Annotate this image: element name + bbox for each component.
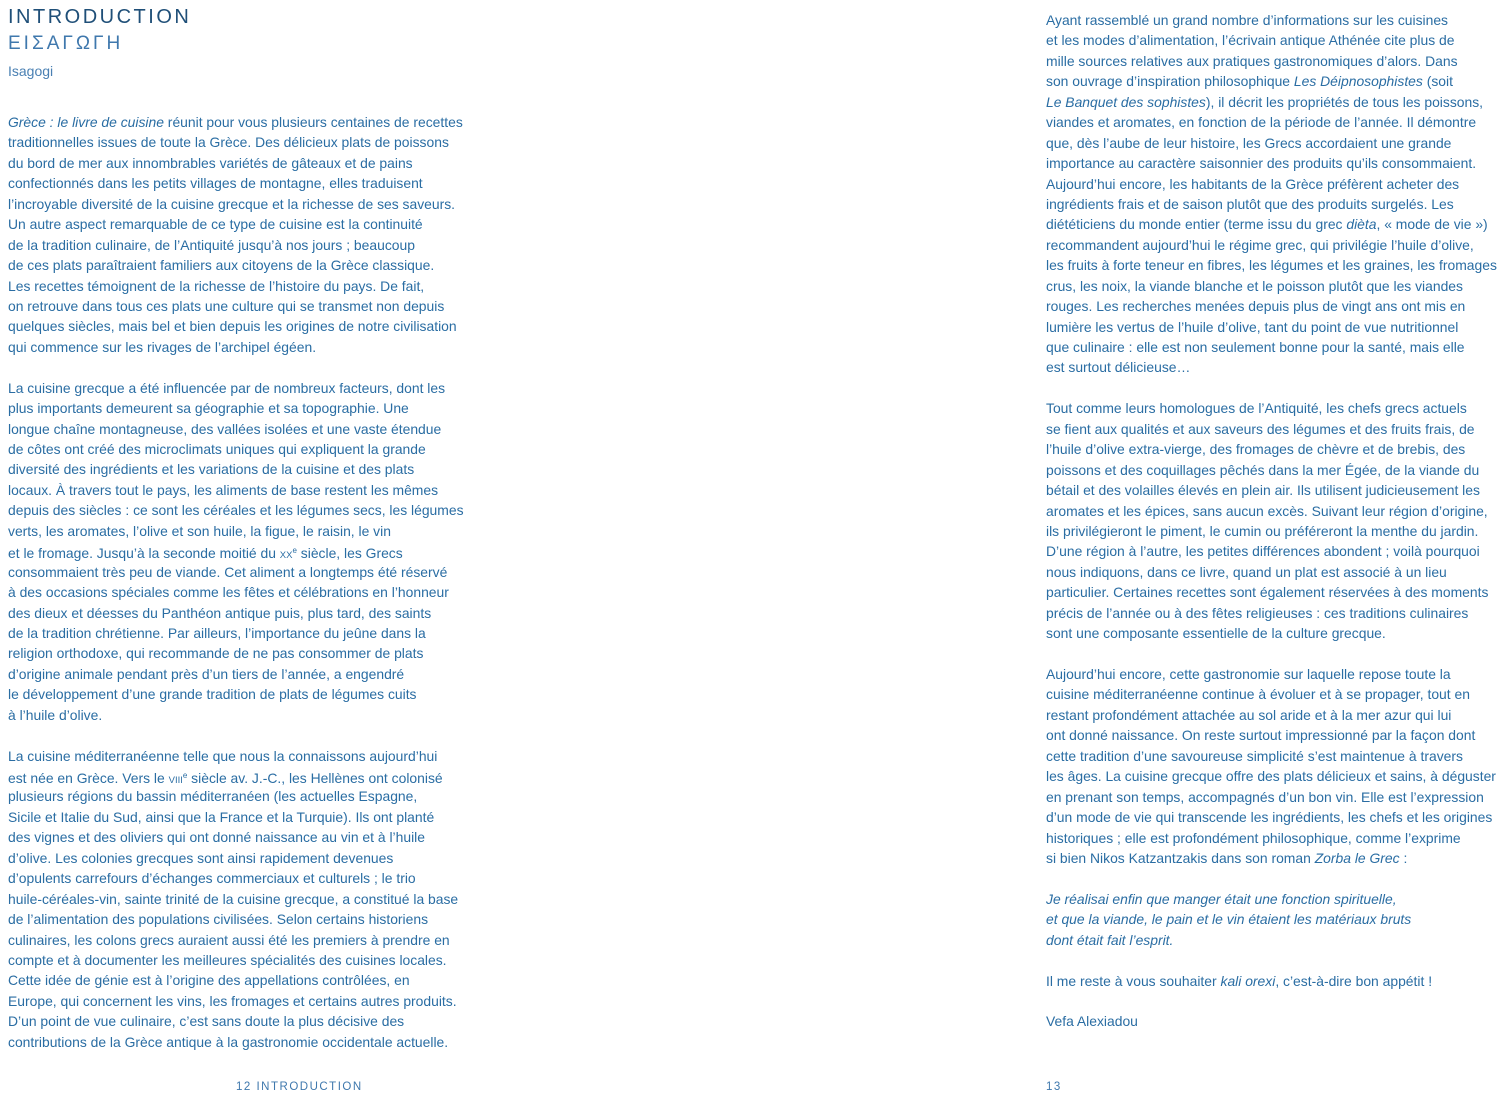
italic-text: Je réalisai enfin que manger était une fonction spirituelle, (1046, 890, 1397, 907)
text-line: Cette idée de génie est à l’origine des appellations contrôlées, en (8, 972, 410, 989)
century-numeral: XX (279, 550, 293, 562)
text-line: traditionnelles issues de toute la Grèce. Des délicieux plats de poissons (8, 134, 449, 151)
text-line: est surtout délicieuse… (1046, 359, 1191, 376)
transliteration: Isagogi (8, 63, 54, 79)
text-line: se fient aux qualités et aux saveurs des légumes et des fruits frais, de (1046, 420, 1475, 437)
text-line: Europe, qui concernent les vins, les fromages et certains autres produits. (8, 992, 457, 1009)
text-line: viandes et aromates, en fonction de la période de l’année. Il démontre (1046, 114, 1477, 131)
text-line: Les recettes témoignent de la richesse de l’histoire du pays. De fait, (8, 277, 425, 294)
text-line: ingrédients frais et de saison plutôt que des produits surgelés. Les (1046, 195, 1454, 212)
text-line: crus, les noix, la viande blanche et le poisson plutôt que les viandes (1046, 277, 1463, 294)
text-line: poissons et des coquillages pêchés dans la mer Égée, de la viande du (1046, 461, 1480, 478)
text-line: Le Banquet des sophistes), il décrit les propriétés de tous les poissons, (1046, 93, 1484, 110)
text-line: Vefa Alexiadou (1046, 1013, 1138, 1030)
italic-text: Zorba le Grec (1314, 849, 1400, 866)
text-line: depuis des siècles : ce sont les céréales et les légumes secs, les légumes (8, 502, 464, 519)
text-line (1046, 930, 1491, 950)
italic-text: dont était fait l’esprit. (1046, 931, 1174, 948)
text-line: recommandent aujourd’hui le régime grec, qui privilégie l’huile d’olive, (1046, 236, 1474, 253)
text-line: Aujourd’hui encore, cette gastronomie sur laquelle repose toute la (1046, 666, 1451, 682)
text-line: et les modes d’alimentation, l’écrivain antique Athénée cite plus de (1046, 32, 1455, 49)
paragraph (8, 746, 459, 1053)
text-line: religion orthodoxe, qui recommande de ne pas consommer de plats (8, 645, 424, 662)
text-line: importance au caractère saisonnier des produits qu’ils consommaient. (1046, 155, 1477, 172)
text-line (1046, 889, 1491, 909)
text-line: d’un mode de vie qui transcende les ingrédients, les chefs et les origines (1046, 809, 1493, 826)
paragraph (1046, 664, 1496, 868)
text-line: en prenant son temps, accompagnés d’un bon vin. Elle est l’expression (1046, 788, 1484, 805)
text-line: mille sources relatives aux pratiques gastronomiques d’alors. Dans (1046, 52, 1458, 69)
text-line: confectionnés dans les petits villages de montagne, elles traduisent (8, 175, 423, 192)
text-line: le développement d’une grande tradition de plats de légumes cuits (8, 686, 417, 703)
italic-text: Le Banquet des sophistes (1046, 93, 1206, 110)
text-line: lumière les vertus de l’huile d’olive, tant du point de vue nutritionnel (1046, 318, 1459, 335)
italic-text: Les Déipnosophistes (1293, 73, 1423, 90)
italic-text: dièta (1346, 216, 1377, 233)
paragraph (8, 378, 464, 725)
text-line: particulier. Certaines recettes sont également réservées à des moments (1046, 584, 1489, 601)
text-line: Aujourd’hui encore, les habitants de la Grèce préfèrent acheter des (1046, 175, 1460, 192)
text-line: verts, les aromates, l’olive et son huile, la figue, le raisin, le vin (8, 522, 391, 539)
text-line: cette tradition d’une savoureuse simplicité s’est maintenue à travers (1046, 747, 1463, 764)
page-number-right: 13 (1046, 1081, 1062, 1093)
text-line: que, dès l’aube de leur histoire, les Grecs accordaient une grande (1046, 134, 1452, 151)
century-numeral: VIII (168, 775, 183, 786)
text-line: rouges. Les recherches menées depuis plus de vingt ans ont mis en (1046, 298, 1466, 315)
text-line: compte et à documenter les meilleures spécialités des cuisines locales. (8, 951, 447, 968)
text-line: huile-céréales-vin, sainte trinité de la cuisine grecque, a constitué la base (8, 890, 459, 907)
greek-title: ΕΙΣΑΓΩΓΗ (8, 33, 124, 54)
text-line: plus importants demeurent sa géographie et sa topographie. Une (8, 400, 409, 417)
text-line: de côtes ont créé des microclimats uniques qui expliquent la grande (8, 441, 426, 457)
text-line: si bien Nikos Katzantzakis dans son roman Zorba le Grec : (1046, 849, 1408, 866)
text-line: Tout comme leurs homologues de l’Antiquité, les chefs grecs actuels (1046, 400, 1467, 417)
text-line: bétail et des volailles élevés en plein air. Ils utilisent judicieusement les (1046, 482, 1480, 499)
text-line: consommaient très peu de viande. Cet aliment a longtemps été réservé (8, 563, 448, 580)
paragraph-gap (8, 725, 453, 745)
chapter-title: INTRODUCTION (8, 6, 192, 28)
text-line: Grèce : le livre de cuisine réunit pour vous plusieurs centaines de recettes (8, 114, 463, 130)
paragraph (1046, 971, 1491, 991)
text-line: que culinaire : elle est non seulement bonne pour la santé, mais elle (1046, 339, 1465, 355)
text-line: Sicile et Italie du Sud, ainsi que la France et la Turquie). Ils ont planté (8, 808, 435, 825)
text-line: Il me reste à vous souhaiter kali orexi, c’est-à-dire bon appétit ! (1046, 972, 1433, 989)
text-line: son ouvrage d’inspiration philosophique Les Déipnosophistes (soit (1046, 73, 1453, 90)
text-line: on retrouve dans tous ces plats une culture qui se transmet non depuis (8, 297, 445, 314)
paragraph-gap (1046, 868, 1491, 888)
text-line: cuisine méditerranéenne continue à évoluer et à se propager, tout en (1046, 686, 1470, 703)
text-line: de l’alimentation des populations civilisées. Selon certains historiens (8, 911, 429, 928)
text-line: contributions de la Grèce antique à la gastronomie occidentale actuelle. (8, 1033, 449, 1050)
paragraph (1046, 398, 1491, 643)
text-line: Un autre aspect remarquable de ce type de cuisine est la continuité (8, 216, 423, 233)
paragraph (1046, 10, 1497, 378)
text-line: d’opulents carrefours d’échanges commerciaux et culturels ; le trio (8, 870, 416, 887)
paragraph-gap (8, 357, 453, 377)
paragraph (8, 112, 463, 357)
text-line: l’huile d’olive extra-vierge, des fromages de chèvre et de brebis, des (1046, 441, 1466, 458)
text-line: des dieux et déesses du Panthéon antique puis, plus tard, des saints (8, 604, 432, 621)
text-line: les âges. La cuisine grecque offre des plats délicieux et sains, à déguster (1046, 768, 1496, 785)
right-text-column (1046, 10, 1497, 1032)
text-line: culinaires, les colons grecs auraient aussi été les premiers à prendre en (8, 931, 450, 948)
text-line: du bord de mer aux innombrables variétés de gâteaux et de pains (8, 154, 413, 171)
italic-text: Grèce : le livre de cuisine (8, 114, 164, 130)
text-line: La cuisine méditerranéenne telle que nous la connaissons aujourd’hui (8, 747, 438, 764)
text-line: La cuisine grecque a été influencée par de nombreux facteurs, dont les (8, 379, 446, 396)
text-line: Ayant rassemblé un grand nombre d’informations sur les cuisines (1046, 12, 1449, 28)
paragraph-gap (1046, 950, 1491, 970)
page-number-left: 12 INTRODUCTION (236, 1081, 363, 1093)
text-line: sont une composante essentielle de la culture grecque. (1046, 625, 1386, 642)
paragraph-gap (1046, 378, 1491, 398)
text-line: d’olive. Les colonies grecques sont ainsi rapidement devenues (8, 849, 394, 866)
text-line: nous indiquons, dans ce livre, quand un plat est associé à un lieu (1046, 563, 1447, 580)
text-line: de la tradition culinaire, de l’Antiquité jusqu’à nos jours ; beaucoup (8, 236, 415, 253)
text-line: précis de l’année ou à des fêtes religieuses : ces traditions culinaires (1046, 604, 1469, 621)
paragraph-gap (1046, 644, 1491, 664)
italic-text: kali orexi (1220, 972, 1276, 989)
text-line: aromates et les épices, sans aucun excès. Suivant leur région d’origine, (1046, 502, 1488, 519)
text-line (1046, 909, 1491, 929)
text-line: historiques ; elle est profondément philosophique, comme l’exprime (1046, 829, 1461, 846)
text-line: l’incroyable diversité de la cuisine grecque et la richesse de ses saveurs. (8, 195, 456, 212)
ordinal-superscript: e (182, 771, 188, 780)
paragraph (1046, 889, 1491, 950)
text-line: les fruits à forte teneur en fibres, les légumes et les graines, les fromages (1046, 257, 1497, 274)
text-line: D’une région à l’autre, les petites différences abondent ; voilà pourquoi (1046, 543, 1480, 560)
text-line: D’un point de vue culinaire, c’est sans doute la plus décisive des (8, 1013, 405, 1030)
text-line: diversité des ingrédients et les variations de la cuisine et des plats (8, 461, 415, 478)
text-line: ils privilégieront le piment, le cumin ou préféreront la menthe du jardin. (1046, 522, 1479, 539)
text-line: ont donné naissance. On reste surtout impressionné par la façon dont (1046, 727, 1476, 744)
text-line: de la tradition chrétienne. Par ailleurs, l’importance du jeûne dans la (8, 624, 426, 641)
text-line: d’origine animale pendant près d’un tiers de l’année, a engendré (8, 665, 405, 682)
paragraph-gap (1046, 991, 1491, 1011)
left-text-column (8, 112, 464, 1052)
text-line: plusieurs régions du bassin méditerranéen (les actuelles Espagne, (8, 788, 418, 805)
text-line: qui commence sur les rivages de l’archipel égéen. (8, 338, 317, 355)
paragraph (1046, 1011, 1491, 1031)
text-line: est née en Grèce. Vers le VIIIe siècle av. J.-C., les Hellènes ont colonisé (8, 770, 443, 786)
ordinal-superscript: e (292, 546, 297, 556)
text-line: restant profondément attachée au sol aride et à la mer azur qui lui (1046, 706, 1452, 723)
text-line: et le fromage. Jusqu’à la seconde moitié du XXe siècle, les Grecs (8, 545, 403, 562)
text-line: à l’huile d’olive. (8, 706, 103, 723)
italic-text: et que la viande, le pain et le vin étaient les matériaux bruts (1046, 911, 1412, 928)
right-page (750, 0, 1500, 1098)
text-line: locaux. À travers tout le pays, les aliments de base restent les mêmes (8, 481, 439, 498)
text-line: des vignes et des oliviers qui ont donné naissance au vin et à l’huile (8, 829, 425, 846)
text-line: à des occasions spéciales comme les fêtes et célébrations en l’honneur (8, 584, 449, 601)
text-line: quelques siècles, mais bel et bien depuis les origines de notre civilisation (8, 318, 457, 335)
text-line: diététiciens du monde entier (terme issu du grec dièta, « mode de vie ») (1046, 216, 1488, 233)
text-line: de ces plats paraîtraient familiers aux citoyens de la Grèce classique. (8, 257, 435, 274)
text-line: longue chaîne montagneuse, des vallées isolées et une vaste étendue (8, 420, 442, 437)
